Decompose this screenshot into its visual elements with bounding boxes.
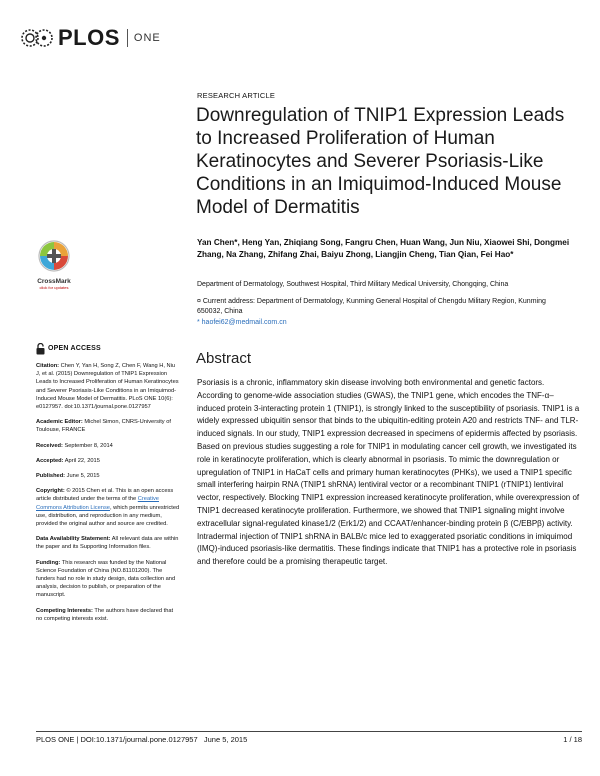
crossmark-sublabel: click for updates [39,285,69,290]
citation-label: Citation: [36,363,60,369]
editor-label: Academic Editor: [36,419,83,426]
published-label: Published: [36,473,66,480]
abstract-heading: Abstract [196,350,252,367]
article-title: Downregulation of TNIP1 Expression Leads to Increased Proliferation of Human Keratinocytes and Severer Psoriasis-Like Conditions in an Imiquimod-Induced Mouse Model of Dermatitis [196,105,565,218]
accepted-label: Accepted: [36,457,64,464]
journal-logo[interactable] [20,24,161,52]
logo-divider [127,29,128,47]
article-type: RESEARCH ARTICLE [197,91,276,100]
editor-block [36,418,180,434]
received-date: September 8, 2014 [62,442,113,449]
citation-block [36,362,180,411]
funding-label: Funding: [36,559,61,566]
open-access-label: OPEN ACCESS [48,344,101,352]
data-availability-text: All relevant data are within the paper and its Supporting Information files. [36,536,179,551]
accepted-block [36,457,180,465]
footer-citation: PLOS ONE | DOI:10.1371/journal.pone.0127957 June 5, 2015 [36,735,248,744]
copyright-label: Copyright: [36,488,65,495]
copyright-block [36,487,180,528]
received-block [36,442,180,450]
plos-logo-icon [20,24,56,52]
crossmark-icon [38,240,70,272]
data-availability-block [36,535,180,551]
corresponding-email-link[interactable]: * haofei62@medmail.com.cn [197,319,287,326]
journal-brand: PLOS [58,25,120,50]
copyright-text: © 2015 Chen et al. This is an open access article distributed under the terms of the [36,488,174,503]
published-block [36,472,180,480]
copyright-text-cont: , which permits unrestricted use, distribution, and reproduction in any medium, provided the original author and source are credited. [36,504,180,528]
competing-interests-text: The authors have declared that no competing interests exist. [36,607,174,622]
open-access-row [36,343,180,355]
data-availability-label: Data Availability Statement: [36,536,111,543]
received-label: Received: [36,442,63,449]
license-link[interactable]: Creative Commons Attribution License [36,496,159,511]
page-number: 1 / 18 [563,735,582,744]
competing-interests-label: Competing Interests: [36,607,93,614]
affiliation: Department of Dermatology, Southwest Hospital, Third Military Medical University, Chongqing, China [197,281,509,288]
abstract-body: Psoriasis is a chronic, inflammatory skin disease involving both environmental and genetic factors. According to genome-wide association studies (GWAS), the TNIP1 gene, which encodes the TNF-α–induced protein 3-interacting protein 1 (TNIP1), is strongly linked to the susceptibility of psoriasis. TNIP1 is a widely expressed ubiquitin sensor that binds to the ubiquitin-editing protein A20 and restricts TNF- and TLR-induced signals. In our study, TNIP1 expression decreased in specimens of epidermis affected by psoriasis. Based on previous studies suggesting a role for TNIP1 in modulating cancer cell growth, we investigated its role in keratinocyte proliferation, which is clearly abnormal in psoriasis. To mimic the downregulation or upregulation of TNIP1 in HaCaT cells and primary human keratinocytes (PHKs), we used a TNIP1 specific small interfering hairpin RNA (TNIP1 shRNA) lentiviral vector or a recombinant TNIP1 (rTNIP1) lentiviral vector, respectively. Blocking TNIP1 expression increased keratinocyte proliferation, while overexpression of TNIP1 decreased keratinocyte proliferation. Furthermore, we showed that TNIP1 signaling might involve extracellular signal-regulated kinase1/2 (Erk1/2) and CCAAT/enhancer-binding protein β (C/EBPβ) activity. Intradermal injection of TNIP1 shRNA in BALB/c mice led to exaggerated psoriatic conditions in imiquimod (IMQ)-induced psoriasis-like dermatitis. These findings indicate that TNIP1 has a protective role in psoriasis and therefore could be a promising therapeutic target. [197,378,580,567]
current-address: ¤ Current address: Department of Dermatology, Kunming General Hospital of Chengdu Military Region, Kunming 650032, China [197,298,546,315]
open-lock-icon [36,343,45,355]
crossmark-badge[interactable] [34,240,74,290]
journal-sub: ONE [133,32,161,44]
author-list: Yan Chen*, Heng Yan, Zhiqiang Song, Fangru Chen, Huan Wang, Jun Niu, Xiaowei Shi, Dongmei Zhang, Na Zhang, Zhifang Zhai, Baiyu Zhong, Liangjin Cheng, Tian Qian, Fei Hao* [197,238,570,259]
editor-text: Michel Simon, CNRS-University of Toulouse, FRANCE [36,419,171,434]
footer-divider [36,731,582,732]
accepted-date: April 22, 2015 [63,457,100,464]
article-sidebar [36,343,180,630]
funding-text: This research was funded by the National Science Foundation of China (NO.81101200). The funders had no role in study design, data collection and analysis, decision to publish, or preparation of the manuscript. [36,559,176,599]
published-date: June 5, 2015 [65,473,100,480]
funding-block [36,559,180,600]
competing-interests-block [36,607,180,623]
citation-text: Chen Y, Yan H, Song Z, Chen F, Wang H, Niu J, et al. (2015) Downregulation of TNIP1 Expression Leads to Increased Proliferation of Human Keratinocytes and Severer Psoriasis-Like Conditions in an Imiquimod-Induced Mouse Model of Dermatitis. PLoS ONE 10(6): e0127957. doi:10.1371/journal.pone.0127957 [36,363,179,411]
crossmark-label: CrossMark [37,278,71,285]
